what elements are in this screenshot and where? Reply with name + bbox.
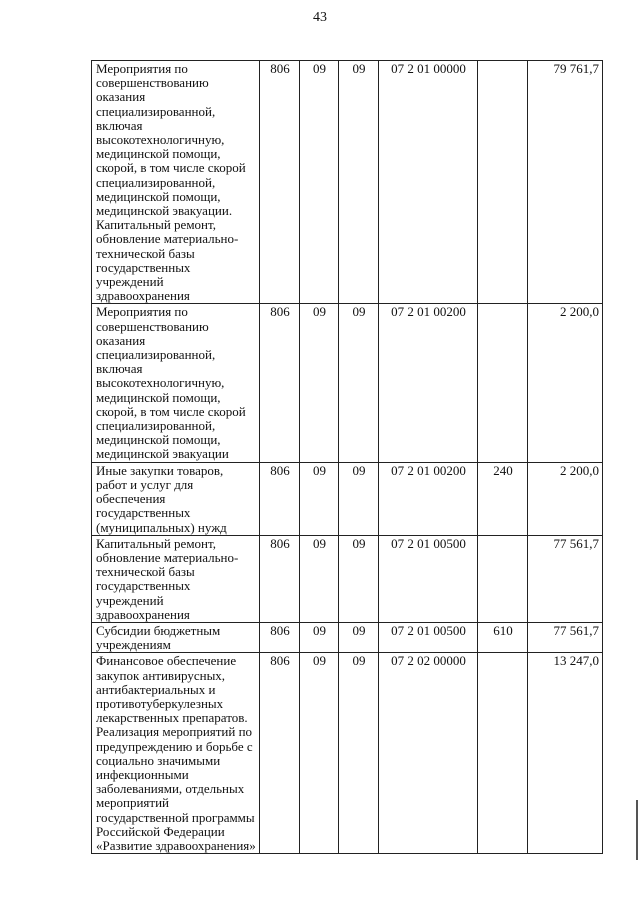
ministry-code: 806: [260, 653, 300, 854]
section-code: 09: [300, 61, 339, 304]
amount: 13 247,0: [528, 653, 603, 854]
target-article-code: 07 2 01 00000: [379, 61, 478, 304]
target-article-code: 07 2 01 00500: [379, 535, 478, 622]
expense-type-code: 610: [478, 622, 528, 652]
row-name: Мероприятия по совершенствованию оказания специализированной, включая высокотехнологичную, медицинской помощи, скорой, в том числе скорой специализированной, медицинской помощи, медицинской эвакуации: [92, 304, 260, 462]
amount: 2 200,0: [528, 304, 603, 462]
table-row: [92, 61, 603, 304]
table-row: [92, 462, 603, 535]
scan-edge-mark: [636, 800, 638, 860]
table-row: [92, 535, 603, 622]
page-number: 43: [313, 10, 327, 25]
ministry-code: 806: [260, 61, 300, 304]
section-code: 09: [300, 622, 339, 652]
subsection-code: 09: [339, 622, 379, 652]
row-name: Субсидии бюджетным учреждениям: [92, 622, 260, 652]
expense-type-code: [478, 653, 528, 854]
row-name: Финансовое обеспечение закупок антивирусных, антибактериальных и противотуберкулезных лекарственных препаратов. Реализация мероприятий по предупреждению и борьбе с социально значимыми инфекционными заболеваниями, отдельных мероприятий государственной программы Российской Федерации «Развитие здравоохранения»: [92, 653, 260, 854]
target-article-code: 07 2 01 00500: [379, 622, 478, 652]
target-article-code: 07 2 01 00200: [379, 462, 478, 535]
section-code: 09: [300, 462, 339, 535]
amount: 79 761,7: [528, 61, 603, 304]
subsection-code: 09: [339, 535, 379, 622]
amount: 2 200,0: [528, 462, 603, 535]
expense-type-code: [478, 535, 528, 622]
target-article-code: 07 2 02 00000: [379, 653, 478, 854]
row-name: Мероприятия по совершенствованию оказания специализированной, включая высокотехнологичную, медицинской помощи, скорой, в том числе скорой специализированной, медицинской помощи, медицинской эвакуации. Капитальный ремонт, обновление материально-технической базы государственных учреждений здравоохранения: [92, 61, 260, 304]
amount: 77 561,7: [528, 535, 603, 622]
subsection-code: 09: [339, 61, 379, 304]
ministry-code: 806: [260, 304, 300, 462]
ministry-code: 806: [260, 622, 300, 652]
expense-type-code: [478, 61, 528, 304]
row-name: Капитальный ремонт, обновление материально-технической базы государственных учреждений здравоохранения: [92, 535, 260, 622]
table-row: [92, 304, 603, 462]
ministry-code: 806: [260, 535, 300, 622]
subsection-code: 09: [339, 653, 379, 854]
subsection-code: 09: [339, 304, 379, 462]
target-article-code: 07 2 01 00200: [379, 304, 478, 462]
ministry-code: 806: [260, 462, 300, 535]
expense-type-code: 240: [478, 462, 528, 535]
amount: 77 561,7: [528, 622, 603, 652]
table-row: [92, 622, 603, 652]
table-row: [92, 653, 603, 854]
section-code: 09: [300, 304, 339, 462]
subsection-code: 09: [339, 462, 379, 535]
section-code: 09: [300, 653, 339, 854]
row-name: Иные закупки товаров, работ и услуг для обеспечения государственных (муниципальных) нужд: [92, 462, 260, 535]
budget-table: [91, 60, 603, 854]
section-code: 09: [300, 535, 339, 622]
expense-type-code: [478, 304, 528, 462]
